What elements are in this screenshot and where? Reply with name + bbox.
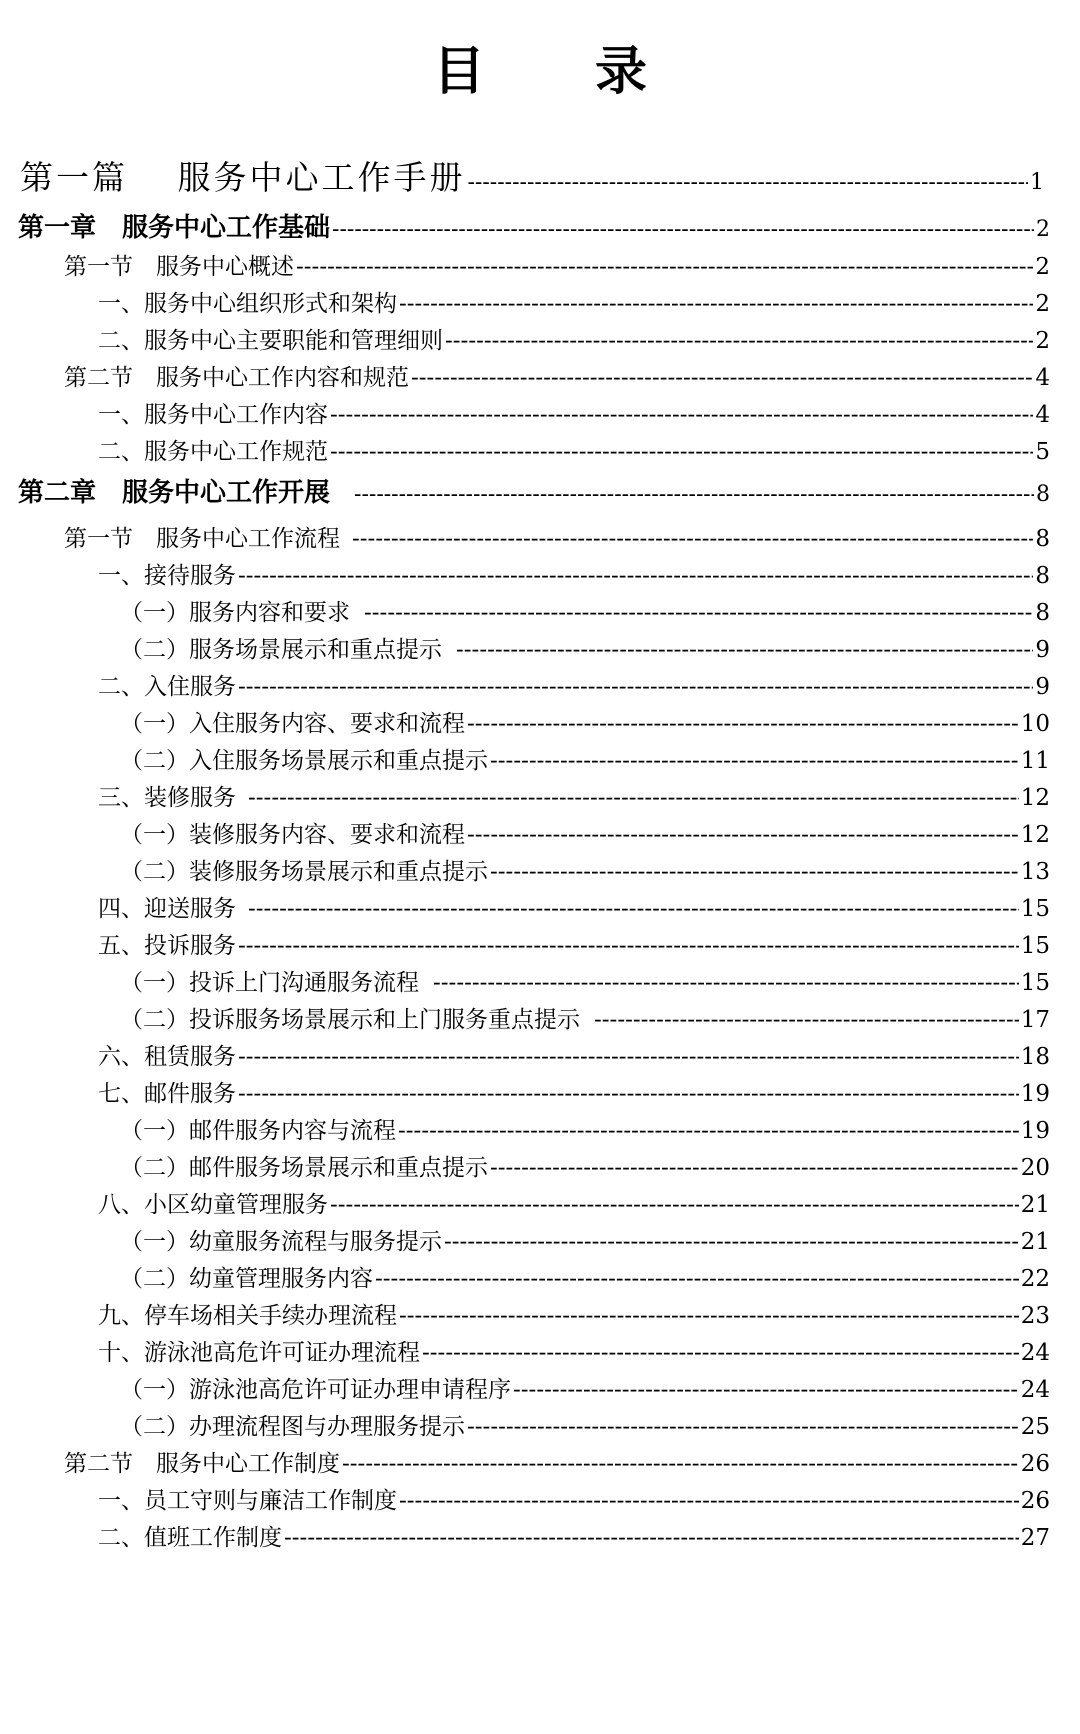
toc-entry-page: 10 [1020, 711, 1050, 737]
toc-leader [330, 1192, 1019, 1218]
toc-entry-label: 第一节 服务中心工作流程 [64, 526, 340, 552]
toc-leader [330, 402, 1033, 428]
toc-entry-page: 15 [1020, 933, 1050, 959]
toc-entry-item[interactable] [98, 779, 1050, 812]
toc-entry-label: （一）入住服务内容、要求和流程 [120, 711, 465, 737]
toc-entry-label: （二）邮件服务场景展示和重点提示 [120, 1155, 488, 1181]
toc-leader [594, 1007, 1019, 1033]
toc-entry-page: 25 [1020, 1414, 1050, 1440]
toc-entry-page: 5 [1035, 439, 1050, 465]
title-char-right: 录 [595, 42, 648, 102]
toc-entry-page: 18 [1020, 1044, 1050, 1070]
toc-entry-item[interactable] [98, 557, 1050, 590]
toc-leader [238, 933, 1019, 959]
toc-entry-subitem[interactable] [120, 1223, 1050, 1256]
toc-leader [467, 1414, 1019, 1440]
toc-entry-section[interactable] [64, 1445, 1050, 1478]
toc-entry-item[interactable] [98, 1334, 1050, 1367]
toc-leader [490, 859, 1019, 885]
toc-leader [332, 217, 1034, 242]
toc-leader [399, 1488, 1019, 1514]
toc-entry-subitem[interactable] [120, 1001, 1050, 1034]
toc-entry-item[interactable] [98, 433, 1050, 466]
toc-leader [411, 365, 1033, 391]
toc-leader [398, 1118, 1019, 1144]
toc-leader [513, 1377, 1019, 1403]
toc-leader [238, 674, 1033, 700]
toc-entry-item[interactable] [98, 927, 1050, 960]
toc-leader [342, 1451, 1019, 1477]
toc-leader [248, 785, 1019, 811]
toc-leader [445, 328, 1033, 354]
toc-leader [490, 748, 1019, 774]
toc-entry-label: （一）游泳池高危许可证办理申请程序 [120, 1377, 511, 1403]
toc-leader [399, 291, 1033, 317]
toc-entry-page: 8 [1035, 600, 1050, 626]
toc-entry-section[interactable] [64, 520, 1050, 553]
toc-entry-subitem[interactable] [120, 1112, 1050, 1145]
toc-leader [467, 822, 1019, 848]
toc-entry-label: 第二章 服务中心工作开展 [18, 478, 331, 508]
toc-entry-page: 23 [1020, 1303, 1050, 1329]
toc-entry-section[interactable] [64, 248, 1050, 281]
toc-entry-label: （一）邮件服务内容与流程 [120, 1118, 396, 1144]
toc-entry-page: 26 [1020, 1451, 1050, 1477]
toc-entry-item[interactable] [98, 1038, 1050, 1071]
toc-entry-subitem[interactable] [120, 1408, 1050, 1441]
toc-entry-label: 一、接待服务 [98, 563, 236, 589]
toc-entry-label: 八、小区幼童管理服务 [98, 1192, 328, 1218]
toc-leader [296, 254, 1033, 280]
toc-leader [352, 526, 1033, 552]
toc-entry-part[interactable] [20, 152, 1044, 199]
toc-leader [399, 1303, 1019, 1329]
toc-entry-page: 12 [1020, 785, 1050, 811]
toc-leader [354, 482, 1034, 507]
toc-entry-page: 17 [1020, 1007, 1050, 1033]
toc-entry-page: 22 [1020, 1266, 1050, 1292]
toc-entry-label: 九、停车场相关手续办理流程 [98, 1303, 397, 1329]
toc-entry-label: （二）办理流程图与办理服务提示 [120, 1414, 465, 1440]
toc-entry-page: 4 [1035, 365, 1050, 391]
toc-entry-subitem[interactable] [120, 853, 1050, 886]
toc-leader [456, 637, 1033, 663]
toc-entry-item[interactable] [98, 668, 1050, 701]
toc-entry-section[interactable] [64, 359, 1050, 392]
toc-entry-label: 第一篇 服务中心工作手册 [20, 158, 466, 197]
toc-leader [490, 1155, 1019, 1181]
toc-entry-page: 1 [1030, 170, 1044, 195]
toc-leader [238, 563, 1033, 589]
toc-entry-page: 2 [1035, 328, 1050, 354]
toc-entry-label: （一）服务内容和要求 [120, 600, 350, 626]
toc-entry-label: （一）投诉上门沟通服务流程 [120, 970, 419, 996]
toc-leader [248, 896, 1019, 922]
toc-entry-label: 第二节 服务中心工作制度 [64, 1451, 340, 1477]
toc-leader [238, 1044, 1019, 1070]
toc-leader [375, 1266, 1019, 1292]
toc-entry-subitem[interactable] [120, 1371, 1050, 1404]
toc-entry-label: 五、投诉服务 [98, 933, 236, 959]
toc-entry-label: （二）投诉服务场景展示和上门服务重点提示 [120, 1007, 580, 1033]
toc-entry-label: 二、服务中心主要职能和管理细则 [98, 328, 443, 354]
toc-entry-subitem[interactable] [120, 1260, 1050, 1293]
toc-entry-page: 8 [1036, 482, 1050, 507]
toc-leader [467, 711, 1019, 737]
toc-entry-label: 六、租赁服务 [98, 1044, 236, 1070]
toc-entry-page: 20 [1020, 1155, 1050, 1181]
toc-entry-page: 27 [1020, 1525, 1050, 1551]
toc-entry-item[interactable] [98, 396, 1050, 429]
toc-leader [444, 1229, 1019, 1255]
toc-entry-page: 12 [1020, 822, 1050, 848]
toc-entry-item[interactable] [98, 322, 1050, 355]
toc-entry-item[interactable] [98, 1482, 1050, 1515]
toc-entry-page: 2 [1035, 291, 1050, 317]
toc-entry-label: （二）幼童管理服务内容 [120, 1266, 373, 1292]
toc-entry-label: （二）服务场景展示和重点提示 [120, 637, 442, 663]
toc-entry-page: 15 [1020, 896, 1050, 922]
toc-entry-page: 13 [1020, 859, 1050, 885]
toc-entry-page: 2 [1035, 254, 1050, 280]
toc-entry-page: 19 [1020, 1081, 1050, 1107]
toc-entry-label: 一、服务中心组织形式和架构 [98, 291, 397, 317]
toc-leader [330, 439, 1033, 465]
toc-entry-subitem[interactable] [120, 964, 1050, 997]
toc-entry-page: 9 [1035, 637, 1050, 663]
toc-entry-subitem[interactable] [120, 1149, 1050, 1182]
toc-entry-item[interactable] [98, 1075, 1050, 1108]
toc-entry-label: 三、装修服务 [98, 785, 236, 811]
toc-entry-page: 4 [1035, 402, 1050, 428]
toc-entry-page: 9 [1035, 674, 1050, 700]
toc-entry-label: 二、值班工作制度 [98, 1525, 282, 1551]
toc-entry-label: 一、员工守则与廉洁工作制度 [98, 1488, 397, 1514]
toc-leader [433, 970, 1019, 996]
toc-entry-label: 二、入住服务 [98, 674, 236, 700]
toc-entry-page: 11 [1020, 748, 1050, 774]
toc-entry-subitem[interactable] [120, 742, 1050, 775]
toc-entry-page: 21 [1020, 1192, 1050, 1218]
toc-entry-subitem[interactable] [120, 594, 1050, 627]
toc-entry-label: （一）幼童服务流程与服务提示 [120, 1229, 442, 1255]
toc-entry-item[interactable] [98, 1519, 1050, 1552]
toc-entry-label: （二）装修服务场景展示和重点提示 [120, 859, 488, 885]
toc-leader [238, 1081, 1019, 1107]
toc-entry-page: 19 [1020, 1118, 1050, 1144]
toc-entry-item[interactable] [98, 1297, 1050, 1330]
toc-entry-item[interactable] [98, 285, 1050, 318]
toc-entry-item[interactable] [98, 1186, 1050, 1219]
toc-leader [364, 600, 1033, 626]
toc-entry-page: 8 [1035, 526, 1050, 552]
toc-entry-label: 第一章 服务中心工作基础 [18, 213, 331, 243]
toc-entry-label: 第二节 服务中心工作内容和规范 [64, 365, 409, 391]
toc-entry-label: 七、邮件服务 [98, 1081, 236, 1107]
toc-entry-label: （二）入住服务场景展示和重点提示 [120, 748, 488, 774]
toc-entry-page: 15 [1020, 970, 1050, 996]
toc-entry-item[interactable] [98, 890, 1050, 923]
toc-entry-label: （一）装修服务内容、要求和流程 [120, 822, 465, 848]
toc-entry-label: 第一节 服务中心概述 [64, 254, 294, 280]
toc-entry-page: 24 [1020, 1377, 1050, 1403]
page-title [0, 32, 1080, 112]
toc-entry-page: 2 [1036, 217, 1050, 242]
toc-entry-chapter[interactable] [18, 472, 1050, 509]
toc-leader [468, 170, 1029, 195]
toc-entry-label: 一、服务中心工作内容 [98, 402, 328, 428]
toc-entry-label: 四、迎送服务 [98, 896, 236, 922]
toc-entry-page: 24 [1020, 1340, 1050, 1366]
toc-leader [284, 1525, 1019, 1551]
toc-entry-page: 8 [1035, 563, 1050, 589]
toc-entry-label: 二、服务中心工作规范 [98, 439, 328, 465]
toc-entry-subitem[interactable] [120, 631, 1050, 664]
toc-entry-subitem[interactable] [120, 816, 1050, 849]
toc-entry-label: 十、游泳池高危许可证办理流程 [98, 1340, 420, 1366]
toc-entry-chapter[interactable] [18, 207, 1050, 244]
title-char-left: 目 [432, 42, 485, 102]
toc-entry-page: 21 [1020, 1229, 1050, 1255]
toc-entry-page: 26 [1020, 1488, 1050, 1514]
toc-leader [422, 1340, 1019, 1366]
toc-entry-subitem[interactable] [120, 705, 1050, 738]
